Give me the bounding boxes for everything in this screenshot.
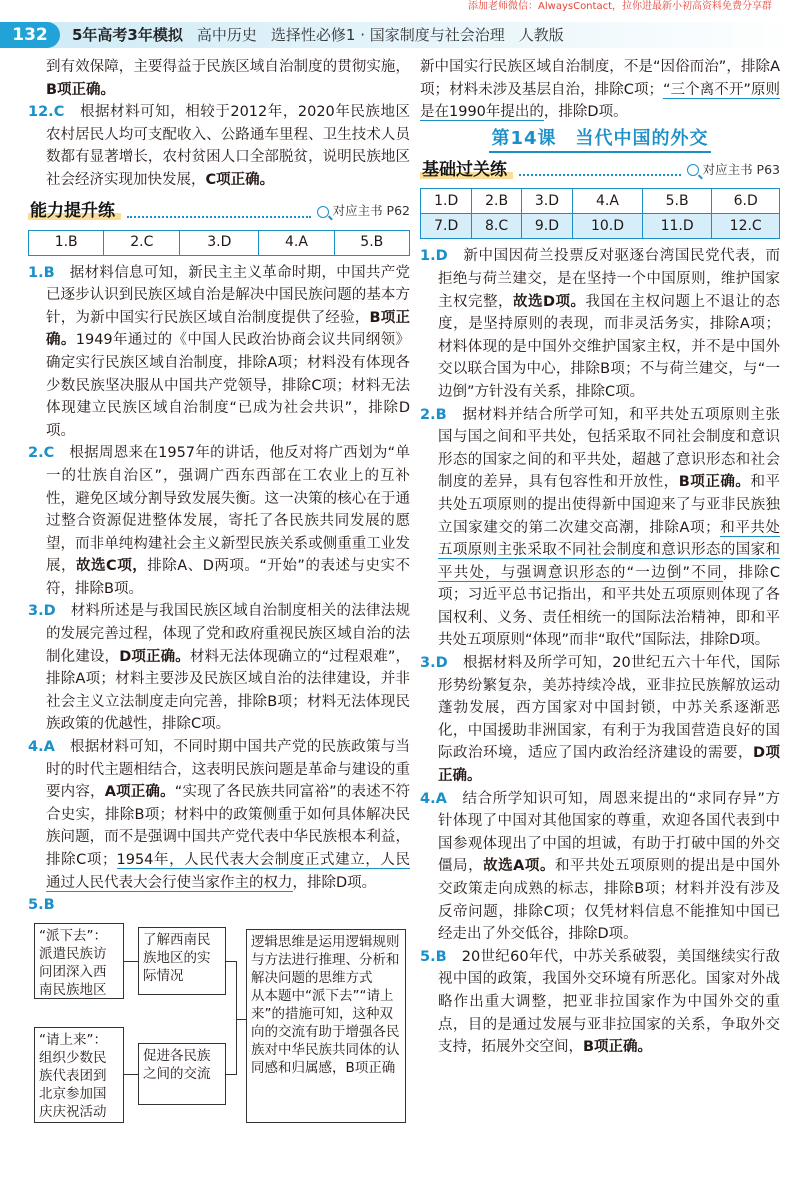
answer-cell: 4.A <box>573 189 643 214</box>
diagram-connector <box>236 1019 246 1020</box>
book-reference: 对应主书 P63 <box>687 159 780 182</box>
basic-answer-3: 3.D 根据材料及所学可知，20世纪五六十年代，国际形势纷繁复杂，美苏持续冷战，亚非拉民族解放运动蓬勃发展，西方国家对中国封锁，中苏关系逐渐恶化，中国援助非洲国家，有利于为我国营造良好的国际政治环境，适应了国内政治经济建设的需要，D项正确。 <box>420 655 781 785</box>
ability-answer-5-label: 5.B <box>28 897 55 914</box>
answer-cell: 2.B <box>472 189 521 214</box>
basic-answer-2: 2.B 据材料并结合所学可知，和平共处五项原则主张国与国之间和平共处，包括采取不同社会制度和意识形态的国家之间的和平共处，超越了意识形态和社会制度的差异，具有包容性和开放性，B项正确。和平共处五项原则的提出使得新中国迎来了与亚非民族独立国家建交的第二次建交高潮，排除A项；和平共处五项原则主张采取不同社会制度和意识形态的国家和平共处，与强调意识形态的“一边倒”不同，排除C项；习近平总书记指出，和平共处五项原则体现了各国权利、义务、责任相统一的国际法治精神，即和平共处五项原则“体现”而非“取代”国际法，排除D项。 <box>420 406 781 649</box>
continued-answer-right: 新中国实行民族区域自治制度，不是“因俗而治”，排除A项；材料未涉及基层自治，排除C项；“三个离不开”原则是在1990年提出的，排除D项。 <box>420 59 781 121</box>
underlined-note: 和平共处五项原则主张采取不同社会制度和意识形态的国家和平共处，与强调意识形态的“一边倒”不同 <box>438 519 781 581</box>
page-number: 132 <box>0 22 60 48</box>
answer-cell: 8.C <box>472 214 521 239</box>
answer-cell: 1.B <box>29 230 104 255</box>
section-title: 能力提升练 <box>28 200 121 223</box>
underlined-note: “三个离不开”原则是在1990年提出的 <box>420 81 781 121</box>
diagram-connector <box>236 961 237 1075</box>
underlined-note: 1954年，人民代表大会制度正式建立，人民通过人民代表大会行使当家作主的权力 <box>46 852 410 891</box>
answer-cell: 7.D <box>421 214 472 239</box>
book-reference: 对应主书 P62 <box>317 200 410 223</box>
diagram-connector <box>226 1074 236 1075</box>
answer-cell: 6.D <box>712 189 780 214</box>
diagram-box-promote: 促进各民族之间的交流 <box>138 1043 226 1105</box>
section-divider <box>127 206 311 218</box>
answer-table-basic <box>420 188 780 239</box>
basic-answer-4: 4.A 结合所学知识可知，周恩来提出的“求同存异”方针体现了中国对其他国家的尊重，欢迎各国代表到中国参观体现出了中国的坦诚，有助于打破中国的外交僵局，故选A项。和平共处五项原则的提出是中国外交政策走向成熟的标志，排除B项；材料并没有涉及反帝问题，排除C项；仅凭材料信息不能推知中国已经走出了外交低谷，排除D项。 <box>420 790 781 943</box>
book-brand: 5年高考3年模拟 <box>72 26 183 44</box>
header-subject: 高中历史 <box>196 26 257 44</box>
section-header-ability <box>28 198 410 226</box>
answer-12: 12.C 根据材料可知，相较于2012年，2020年民族地区农村居民人均可支配收入、公路通车里程、卫生技术人员数都有显著增长，农村贫困人口全部脱贫，说明民族地区社会经济实现加快发展，C项正确。 <box>28 104 410 188</box>
section-header-basic <box>420 156 780 184</box>
answer-cell: 5.B <box>642 189 712 214</box>
header-volume: 选择性必修1 · 国家制度与社会治理 <box>270 26 505 44</box>
answer-cell: 3.D <box>521 189 572 214</box>
diagram-box-understand: 了解西南民族地区的实际情况 <box>138 927 226 995</box>
header-text <box>72 22 578 48</box>
answer-cell: 11.D <box>642 214 712 239</box>
ability-answer-4: 4.A 根据材料可知，不同时期中国共产党的民族政策与当时的时代主题相结合，这表明民族问题是革命与建设的重要内容，A项正确。“实现了各民族共同富裕”的表述不符合史实，排除B项；材料中的政策侧重于如何具体解决民族问题，而不是强调中国共产党代表中华民族根本利益，排除C项；1954年，人民代表大会制度正式建立，人民通过人民代表大会行使当家作主的权力，排除D项。 <box>28 739 411 891</box>
ability-answer-1: 1.B 据材料信息可知，新民主主义革命时期，中国共产党已逐步认识到民族区域自治是解决中国民族问题的基本方针，为新中国实行民族区域自治制度提供了经验，B项正确。1949年通过的《中国人民政治协商会议共同纲领》确定实行民族区域自治制度，排除A项；材料没有体现各少数民族坚决服从中国共产党领导，排除C项；材料无法体现建立民族区域自治制度“已成为社会共识”，排除D项。 <box>28 264 411 439</box>
lesson-title: 第14课 当代中国的外交 <box>420 128 780 151</box>
search-icon <box>317 206 329 218</box>
search-icon <box>687 164 699 176</box>
answer-table-ability <box>28 230 410 256</box>
diagram-box-conclusion: 逻辑思维是运用逻辑规则与方法进行推理、分析和解决问题的思维方式 从本题中“派下去”“请上来”的措施可知，这种双向的交流有助于增强各民族对中华民族共同体的认同感和归属感，B项正确 <box>246 929 406 1123</box>
section-divider <box>519 164 681 176</box>
section-title: 基础过关练 <box>420 159 513 182</box>
answer-cell: 2.C <box>104 230 180 255</box>
answer-cell: 3.D <box>180 230 259 255</box>
diagram-box-invite-up: “请上来”：组织少数民族代表团到北京参加国庆庆祝活动 <box>34 1027 124 1123</box>
answer-cell: 5.B <box>334 230 409 255</box>
basic-answer-1: 1.D 新中国因荷兰投票反对驱逐台湾国民党代表，而拒绝与荷兰建交，是在坚持一个中国原则，维护国家主权完整，故选D项。我国在主权问题上不退让的态度，是坚持原则的表现，而非灵活务实，排除A项；材料体现的是中国外交维护国家主权，并不是中国外交以联合国为中心，排除B项；不与荷兰建交，与“一边倒”方针没有关系，排除C项。 <box>420 248 781 400</box>
diagram-box-send-down: “派下去”：派遣民族访问团深入西南民族地区 <box>34 923 124 999</box>
right-column <box>420 56 780 1059</box>
left-column <box>28 56 410 1129</box>
continued-answer: 到有效保障，主要得益于民族区域自治制度的贯彻实施，B项正确。 <box>46 59 410 98</box>
answer-cell: 10.D <box>573 214 643 239</box>
answer-cell: 4.A <box>259 230 334 255</box>
diagram-connector <box>124 1074 138 1075</box>
answer-cell: 12.C <box>712 214 780 239</box>
watermark: 添加老师微信：AlwaysContact，拉你进最新小初高资料免费分享群 <box>468 1 772 12</box>
diagram-connector <box>124 961 138 962</box>
basic-answer-5: 5.B 20世纪60年代，中苏关系破裂，美国继续实行敌视中国的政策，我国外交环境有所恶化。国家对外战略作出重大调整，把亚非拉国家作为中国外交的重点，目的是通过发展与亚非拉国家的关系，争取外交支持，拓展外交空间，B项正确。 <box>420 948 781 1056</box>
page-header <box>0 22 800 48</box>
answer-5-diagram <box>28 919 410 1129</box>
diagram-connector <box>226 961 236 962</box>
ability-answer-2: 2.C 根据周恩来在1957年的讲话，他反对将广西划为“单一的壮族自治区”，强调广西东西部在工农业上的互补性，避免区域分割导致发展失衡。这一决策的核心在于通过整合资源促进整体发展，寄托了各民族共同发展的愿望，而非单纯构建社会主义新型民族关系或侧重重工业发展，故选C项，排除A、D两项。“开始”的表述与史实不符，排除B项。 <box>28 445 411 597</box>
answer-cell: 1.D <box>421 189 472 214</box>
header-edition: 人教版 <box>518 26 564 44</box>
answer-cell: 9.D <box>521 214 572 239</box>
ability-answer-3: 3.D 材料所述是与我国民族区域自治制度相关的法律法规的发展完善过程，体现了党和政府重视民族区域自治的法制化建设，D项正确。材料无法体现确立的“过程艰难”，排除A项；材料主要涉及民族区域自治的法律建设，并非社会主义立法制度走向完善，排除B项；材料无法体现民族政策的优越性，排除C项。 <box>28 603 411 733</box>
